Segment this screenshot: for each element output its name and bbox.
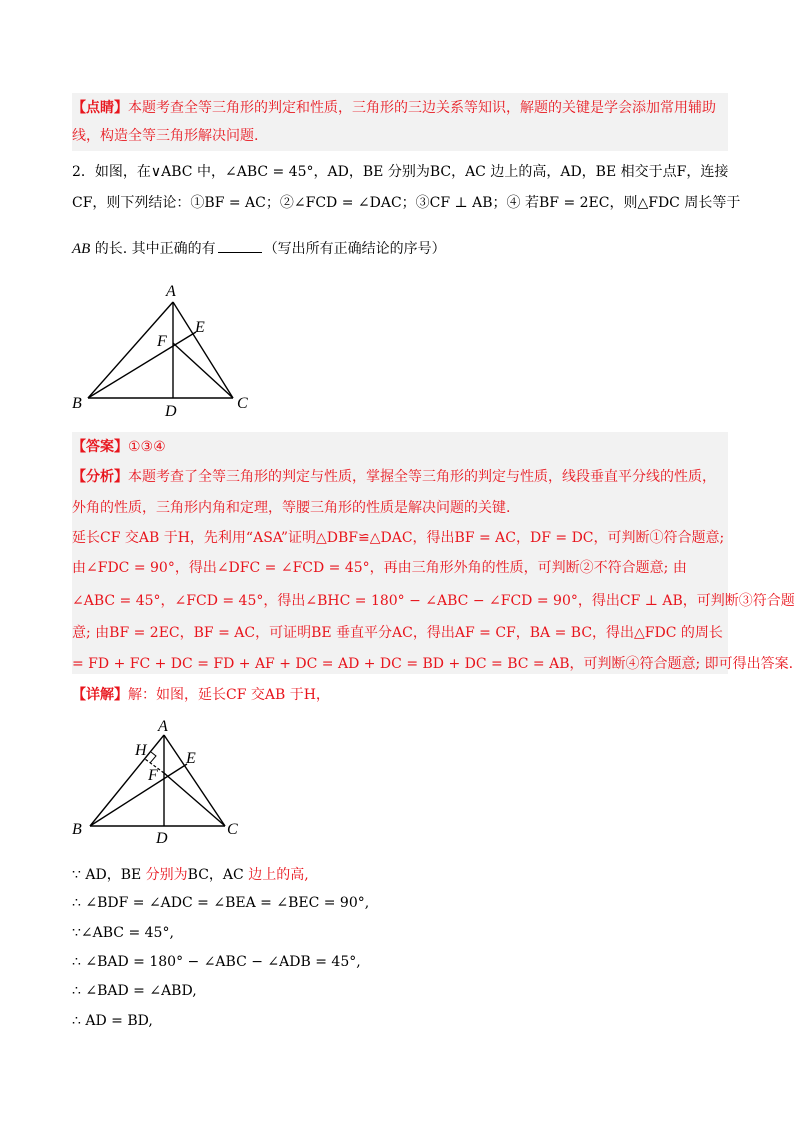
proof-1c: BC，AC: [187, 867, 249, 883]
analysis-tag: 【分析】: [72, 469, 128, 485]
fig2-right-angle-h: [150, 752, 156, 763]
analysis-text-1: 本题考查了全等三角形的判定与性质，掌握全等三角形的判定与性质，线段垂直平分线的性质，: [128, 469, 716, 485]
proof-step-5: ∴ ∠BAD = ∠ABD,: [72, 983, 197, 999]
detail-tag: 【详解】: [72, 687, 128, 703]
question-text: 的长. 其中正确的有: [90, 241, 216, 257]
fig1-label-f: F: [157, 333, 167, 350]
proof-step-1: [72, 864, 309, 886]
dianjing-line-2: 线，构造全等三角形解决问题.: [72, 128, 259, 144]
analysis-line-2: 外角的性质，三角形内角和定理，等腰三角形的性质是解决问题的关键.: [72, 500, 511, 516]
proof-1d: 边上的高,: [248, 867, 309, 883]
analysis-line-1: [72, 466, 716, 488]
figure-2-triangle: [60, 718, 250, 846]
question-line-3: [72, 238, 446, 260]
fig1-side-ac: [173, 302, 233, 398]
question-line-1: 2．如图，在∨ABC 中，∠ABC = 45°，AD，BE 分别为BC，AC 边上的高，AD，BE 相交于点F，连接: [72, 164, 729, 180]
fig2-label-f: F: [148, 767, 158, 784]
proof-step-4: ∴ ∠BAD = 180° − ∠ABC − ∠ADB = 45°,: [72, 954, 361, 970]
question-hint: （写出所有正确结论的序号）: [263, 241, 446, 257]
proof-step-3: ∵∠ABC = 45°,: [72, 925, 174, 941]
dianjing-tag: 【点睛】: [72, 100, 128, 116]
dianjing-line-1: [72, 97, 716, 119]
answer-tag: 【答案】: [72, 439, 128, 455]
dianjing-text-1: 本题考查全等三角形的判定和性质，三角形的三边关系等知识，解题的关键是学会添加常用辅助: [128, 100, 716, 116]
fig1-label-b: B: [72, 395, 82, 412]
fig1-label-e: E: [195, 319, 205, 336]
analysis-line-4: 由∠FDC = 90°，得出∠DFC = ∠FCD = 45°，再由三角形外角的性质，可判断②不符合题意; 由: [72, 560, 687, 576]
detail-line: [72, 684, 330, 706]
fig2-altitude-be: [90, 764, 187, 826]
analysis-line-3: 延长CF 交AB 于H，先利用“ASA”证明△DBF≌△DAC，得出BF = AC，DF = DC，可判断①符合题意;: [72, 530, 725, 546]
proof-1b: 分别为: [145, 867, 188, 883]
analysis-line-5: ∠ABC = 45°，∠FCD = 45°，得出∠BHC = 180° − ∠ABC − ∠FCD = 90°，得出CF ⊥ AB，可判断③符合题: [72, 593, 795, 609]
fig1-label-c: C: [237, 395, 248, 412]
figure-1-triangle: [60, 280, 280, 420]
fig1-label-a: A: [166, 283, 176, 300]
fig2-label-a: A: [158, 718, 168, 735]
proof-1a: ∵ AD，BE: [72, 867, 146, 883]
analysis-line-6: 意; 由BF = 2EC，BF = AC，可证明BE 垂直平分AC，得出AF = CF，BA = BC，得出△FDC 的周长: [72, 625, 723, 641]
fig2-label-e: E: [186, 750, 196, 767]
question-ab: AB: [72, 241, 91, 257]
answer-blank[interactable]: [218, 238, 262, 253]
fig1-side-ab: [88, 302, 173, 398]
answer-line: [72, 436, 166, 458]
fig1-altitude-be: [88, 332, 196, 398]
fig2-label-h: H: [135, 742, 147, 759]
fig2-label-c: C: [227, 821, 238, 838]
fig2-label-d: D: [156, 830, 168, 846]
question-line-2: CF，则下列结论：①BF = AC；②∠FCD = ∠DAC；③CF ⊥ AB；④ 若BF = 2EC，则△FDC 周长等于: [72, 195, 741, 211]
fig1-label-d: D: [165, 403, 177, 420]
proof-step-6: ∴ AD = BD,: [72, 1013, 153, 1029]
answer-value: ①③④: [128, 439, 166, 455]
analysis-line-7: = FD + FC + DC = FD + AF + DC = AD + DC = BD + DC = BC = AB，可判断④符合题意; 即可得出答案.: [72, 656, 794, 672]
fig2-label-b: B: [72, 821, 82, 838]
detail-intro: 解：如图，延长CF 交AB 于H，: [128, 687, 330, 703]
proof-step-2: ∴ ∠BDF = ∠ADC = ∠BEA = ∠BEC = 90°,: [72, 895, 370, 911]
